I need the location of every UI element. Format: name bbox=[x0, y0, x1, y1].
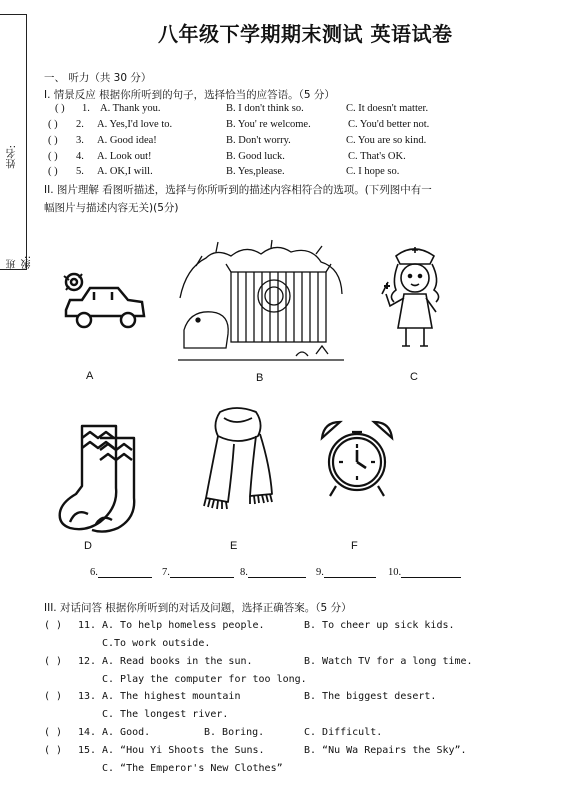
binding-strip bbox=[0, 14, 33, 270]
blank-10[interactable]: 10. bbox=[388, 566, 461, 578]
part-ii-heading-cont: 幅图片与描述内容无关)(5分) bbox=[44, 202, 179, 214]
part-i-heading: I. 情景反应 根据你所听到的句子，选择恰当的应答语。（5 分） bbox=[44, 89, 335, 101]
blank-6[interactable]: 6. bbox=[90, 566, 152, 578]
page-title: 八年级下学期期末测试 英语试卷 bbox=[158, 22, 453, 46]
picture-label-b: B bbox=[256, 372, 264, 384]
picture-label-e: E bbox=[230, 540, 238, 552]
picture-label-d: D bbox=[84, 540, 92, 552]
picture-label-c: C bbox=[410, 371, 418, 383]
name-label: 姓名: bbox=[7, 145, 18, 169]
part-iii-heading: III. 对话问答 根据你所听到的对话及问题，选择正确答案。（5 分） bbox=[44, 602, 352, 614]
blank-7[interactable]: 7. bbox=[162, 566, 234, 578]
socks-picture bbox=[56, 422, 152, 534]
car-picture bbox=[60, 270, 150, 336]
picture-label-f: F bbox=[351, 540, 358, 552]
part-ii-heading: II. 图片理解 看图听描述，选择与你所听到的描述内容相符合的选项。(下列图中有一 bbox=[44, 184, 432, 196]
blank-8[interactable]: 8. bbox=[240, 566, 306, 578]
picture-label-a: A bbox=[86, 370, 94, 382]
blank-9[interactable]: 9. bbox=[316, 566, 376, 578]
alarm-clock-picture bbox=[318, 418, 396, 500]
section-listening: 一、 听力（共 30 分） bbox=[44, 72, 152, 84]
zoo-picture bbox=[176, 238, 346, 364]
nurse-picture bbox=[378, 240, 450, 352]
class-label: 班级: bbox=[7, 255, 33, 269]
scarf-picture bbox=[200, 406, 274, 510]
